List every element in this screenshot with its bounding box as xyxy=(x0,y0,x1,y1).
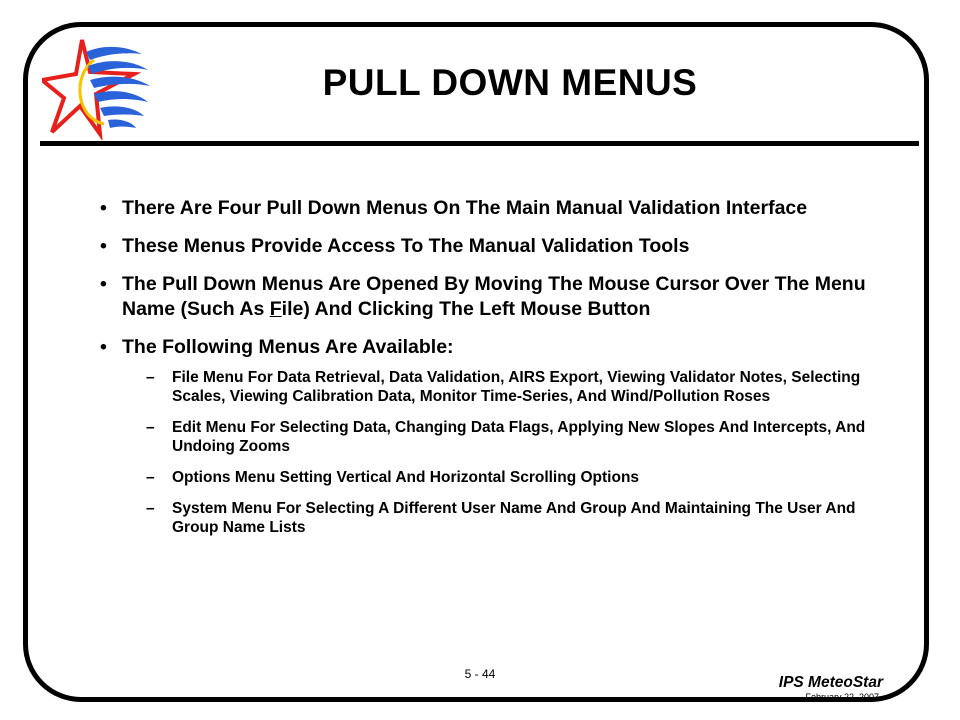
sub-bullet-list xyxy=(98,368,878,537)
bullet-text: These Menus Provide Access To The Manual Validation Tools xyxy=(122,235,690,257)
bullet-text-part: ile) And Clicking The Left Mouse Button xyxy=(281,298,651,320)
bullet-item xyxy=(98,335,878,360)
bullet-dot: • xyxy=(100,336,107,358)
logo-swoosh-5 xyxy=(100,106,144,116)
bullet-dot: • xyxy=(100,235,107,257)
bullet-text-part: The Pull Down Menus Are Opened By Moving The Mouse Cursor Over The Menu Name (Such As xyxy=(122,273,866,320)
bullet-item xyxy=(98,196,878,221)
bullet-text xyxy=(122,273,866,320)
slide-title: PULL DOWN MENUS xyxy=(322,62,698,103)
logo-swoosh-3 xyxy=(90,77,150,88)
sub-bullet-item xyxy=(98,368,878,406)
logo-swoosh-4 xyxy=(94,91,148,102)
menu-mnemonic-underline: F xyxy=(269,298,282,320)
sub-bullet-dash: – xyxy=(146,500,155,517)
bullet-text: There Are Four Pull Down Menus On The Main Manual Validation Interface xyxy=(122,197,808,219)
bullet-dot: • xyxy=(100,197,107,219)
sub-bullet-item xyxy=(98,468,878,487)
title-divider xyxy=(40,141,919,146)
bullet-text: The Following Menus Are Available: xyxy=(122,336,454,358)
sub-bullet-text: Edit Menu For Selecting Data, Changing Data Flags, Applying New Slopes And Intercepts, And Undoing Zooms xyxy=(172,419,866,455)
sub-bullet-text: Options Menu Setting Vertical And Horizontal Scrolling Options xyxy=(172,469,640,486)
page-number: 5 - 44 xyxy=(464,667,496,681)
bullet-item xyxy=(98,272,878,322)
sub-bullet-text: File Menu For Data Retrieval, Data Validation, AIRS Export, Viewing Validator Notes, Selecting Scales, Viewing Calibration Data, Monitor Time-Series, And Wind/Pollution Roses xyxy=(172,369,861,405)
ips-meteostar-logo-icon xyxy=(42,36,154,140)
footer-brand: IPS MeteoStar xyxy=(778,674,883,691)
footer-date: February 22, 2007 xyxy=(805,692,879,702)
sub-bullet-item xyxy=(98,418,878,456)
sub-bullet-dash: – xyxy=(146,469,155,486)
logo-swoosh-1 xyxy=(86,47,142,60)
sub-bullet-dash: – xyxy=(146,369,155,386)
sub-bullet-text: System Menu For Selecting A Different User Name And Group And Maintaining The User And Group Name Lists xyxy=(172,500,856,536)
logo-swoosh-6 xyxy=(108,119,136,128)
sub-bullet-item xyxy=(98,499,878,537)
sub-bullet-dash: – xyxy=(146,419,155,436)
slide-body xyxy=(98,196,878,549)
bullet-dot: • xyxy=(100,273,107,295)
bullet-item xyxy=(98,234,878,259)
